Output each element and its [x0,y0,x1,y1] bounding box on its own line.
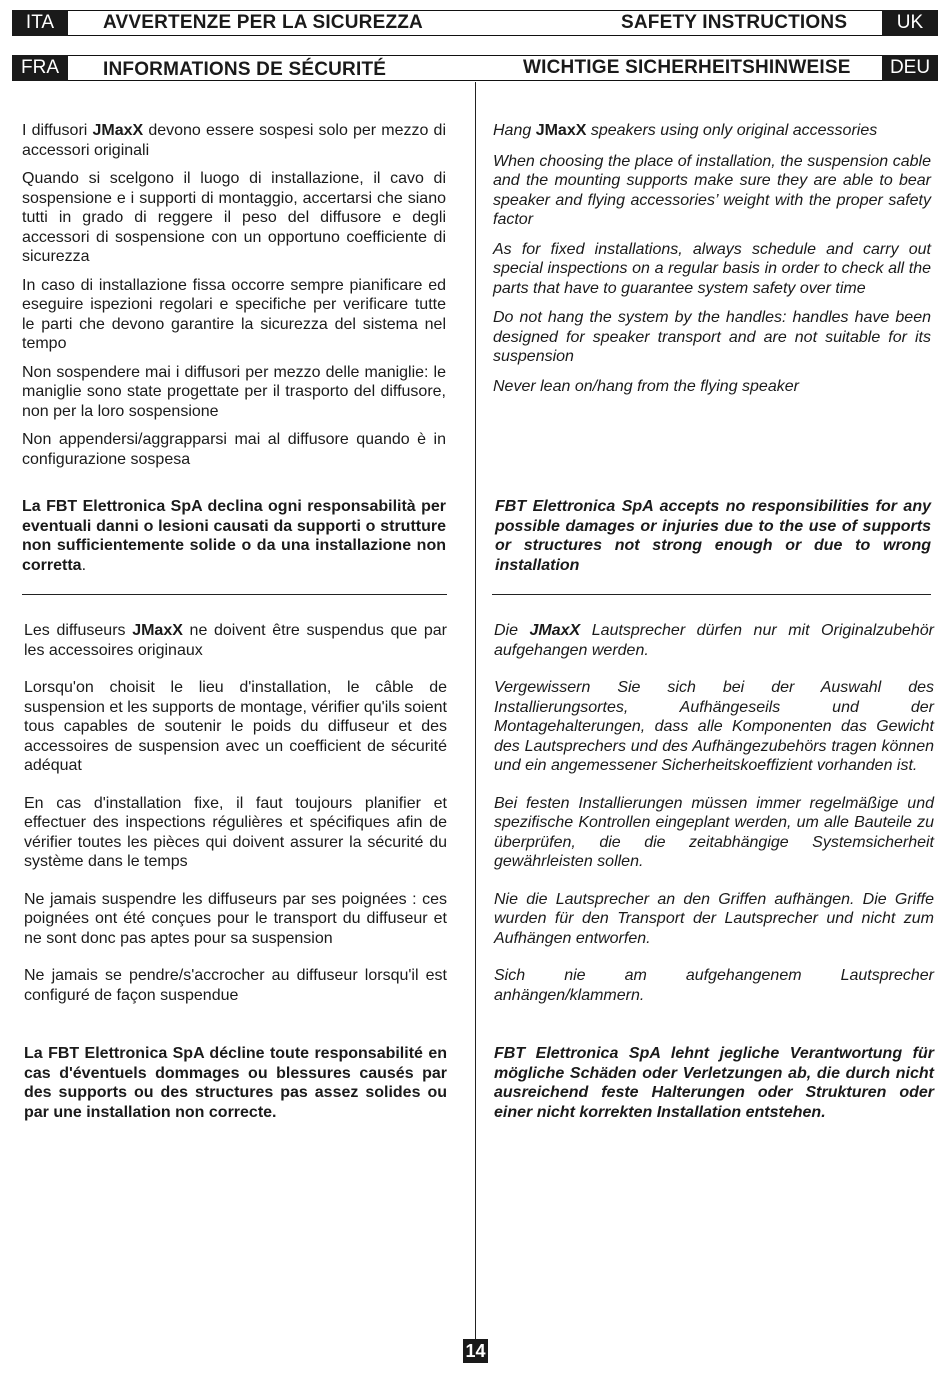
uk-paragraph-5: Never lean on/hang from the flying speaker [493,377,799,395]
language-tag-ita: ITA [12,10,68,36]
header-ita-uk [12,10,938,36]
ita-paragraph-5: Non appendersi/aggrapparsi mai al diffusore quando è in configurazione sospesa [22,431,446,468]
ita-paragraph-1: I diffusori JMaxX devono essere sospesi solo per mezzo di accessori originali [22,122,446,159]
page-number: 14 [463,1339,488,1363]
language-tag-fra: FRA [12,55,68,81]
brand-name: JMaxX [92,122,144,139]
deu-paragraph-4: Nie die Lautsprecher an den Griffen aufhängen. Die Griffe wurden für den Transport der Lautsprecher und nicht zum Aufhängen entworfen. [494,890,934,947]
brand-name: JMaxX [132,622,183,639]
fra-paragraph-2: Lorsqu'on choisit le lieu d'installation, le câble de suspension et les supports de montage, vérifier qu'ils soient tous capables de soutenir le poids du diffuseur et des accessoires de suspension avec un coefficient de sécurité adéquat [24,679,447,774]
ita-disclaimer: La FBT Elettronica SpA declina ogni responsabilità per eventuali danni o lesioni causati da supporti o strutture non sufficientemente solide o da una installazione non corretta. [22,498,446,574]
fra-paragraph-3: En cas d'installation fixe, il faut toujours planifier et effectuer des inspections régulières et spécifiques afin de vérifier toutes les pièces qui doivent assurer la sécurité du système dans le temps [24,794,447,870]
fra-paragraph-5: Ne jamais se pendre/s'accrocher au diffuseur lorsqu'il est configuré de façon suspendue [24,967,447,1004]
title-ita: AVVERTENZE PER LA SICUREZZA [103,12,423,33]
header-fra-deu [12,55,938,81]
section-divider-left [22,594,447,595]
ita-paragraph-2: Quando si scelgono il luogo di installazione, il cavo di sospensione e i supporti di montaggio, accertarsi che siano tutti in grado di reggere il peso del diffusore e degli accessori di sospensione con un opportuno coefficiente di sicurezza [22,170,446,265]
title-deu: WICHTIGE SICHERHEITSHINWEISE [523,57,851,78]
uk-paragraph-3: As for fixed installations, always schedule and carry out special inspections on a regular basis in order to check all the parts that have to guarantee system safety over time [493,240,931,297]
ita-paragraph-4: Non sospendere mai i diffusori per mezzo delle maniglie: le maniglie sono state progettate per il trasporto del diffusore, non per la loro sospensione [22,363,446,420]
fra-paragraph-1: Les diffuseurs JMaxX ne doivent être suspendus que par les accessoires originaux [24,622,447,659]
ita-section [22,121,446,469]
deu-paragraph-3: Bei festen Installierungen müssen immer regelmäßige und spezifische Kontrollen eingeplant werden, um alle Bauteile zu überprüfen, die die zeitabhängige Systemsicherheit gewährleisten sollen. [494,794,934,870]
fra-disclaimer: La FBT Elettronica SpA décline toute responsabilité en cas d'éventuels dommages ou blessures causés par des supports ou des structures pas assez solides ou par une installation non correcte. [24,1045,447,1121]
uk-paragraph-2: When choosing the place of installation, the suspension cable and the mounting supports make sure they are able to bear speaker and flying accessories’ weight with the proper safety factor [493,152,931,228]
title-uk: SAFETY INSTRUCTIONS [621,12,848,33]
deu-section [494,621,934,1005]
fra-section [24,621,447,1005]
language-tag-uk: UK [882,10,938,36]
section-divider-right [492,594,931,595]
uk-section [493,121,931,396]
uk-disclaimer: FBT Elettronica SpA accepts no responsibilities for any possible damages or injuries due to the use of supports or structures not strong enough or due to wrong installation [495,498,931,574]
uk-paragraph-1: Hang JMaxX speakers using only original accessories [493,122,878,139]
uk-paragraph-4: Do not hang the system by the handles: handles have been designed for speaker transport and are not suitable for its suspension [493,309,931,365]
fra-disclaimer-block [24,1044,447,1122]
title-fra: INFORMATIONS DE SÉCURITÉ [103,59,387,80]
fra-paragraph-4: Ne jamais suspendre les diffuseurs par ses poignées : ces poignées ont été conçues pour le transport du diffuseur et ne sont donc pas aptes pour sa suspension [24,890,447,947]
deu-paragraph-1: Die JMaxX Lautsprecher dürfen nur mit Originalzubehör aufgehangen werden. [494,622,935,659]
ita-paragraph-3: In caso di installazione fissa occorre sempre pianificare ed eseguire ispezioni regolari e specifiche per verificare tutte le parti che devono garantire la sicurezza del sistema nel tempo [22,276,446,352]
uk-disclaimer-block [495,497,931,575]
deu-paragraph-5: Sich nie am aufgehangenem Lautsprecher anhängen/klammern. [494,967,934,1004]
deu-disclaimer: FBT Elettronica SpA lehnt jegliche Verantwortung für mögliche Schäden oder Verletzungen ab, die durch nicht ausreichend feste Halterungen oder Strukturen oder einer nicht korrekten Installation entstehen. [494,1045,934,1121]
deu-paragraph-2: Vergewissern Sie sich bei der Auswahl des Installierungsortes, Aufhängeseils und der Montagehalterungen, dass alle Komponenten das Gewicht des Lautsprechers und des Aufhängezubehörs tragen können und ein angemessener Sicherheitskoeffizient vorhanden ist. [494,679,934,774]
ita-disclaimer-block [22,497,446,575]
column-divider [475,82,476,1340]
brand-name: JMaxX [529,622,581,639]
language-tag-deu: DEU [882,55,938,81]
brand-name: JMaxX [535,122,587,139]
deu-disclaimer-block [494,1044,934,1122]
